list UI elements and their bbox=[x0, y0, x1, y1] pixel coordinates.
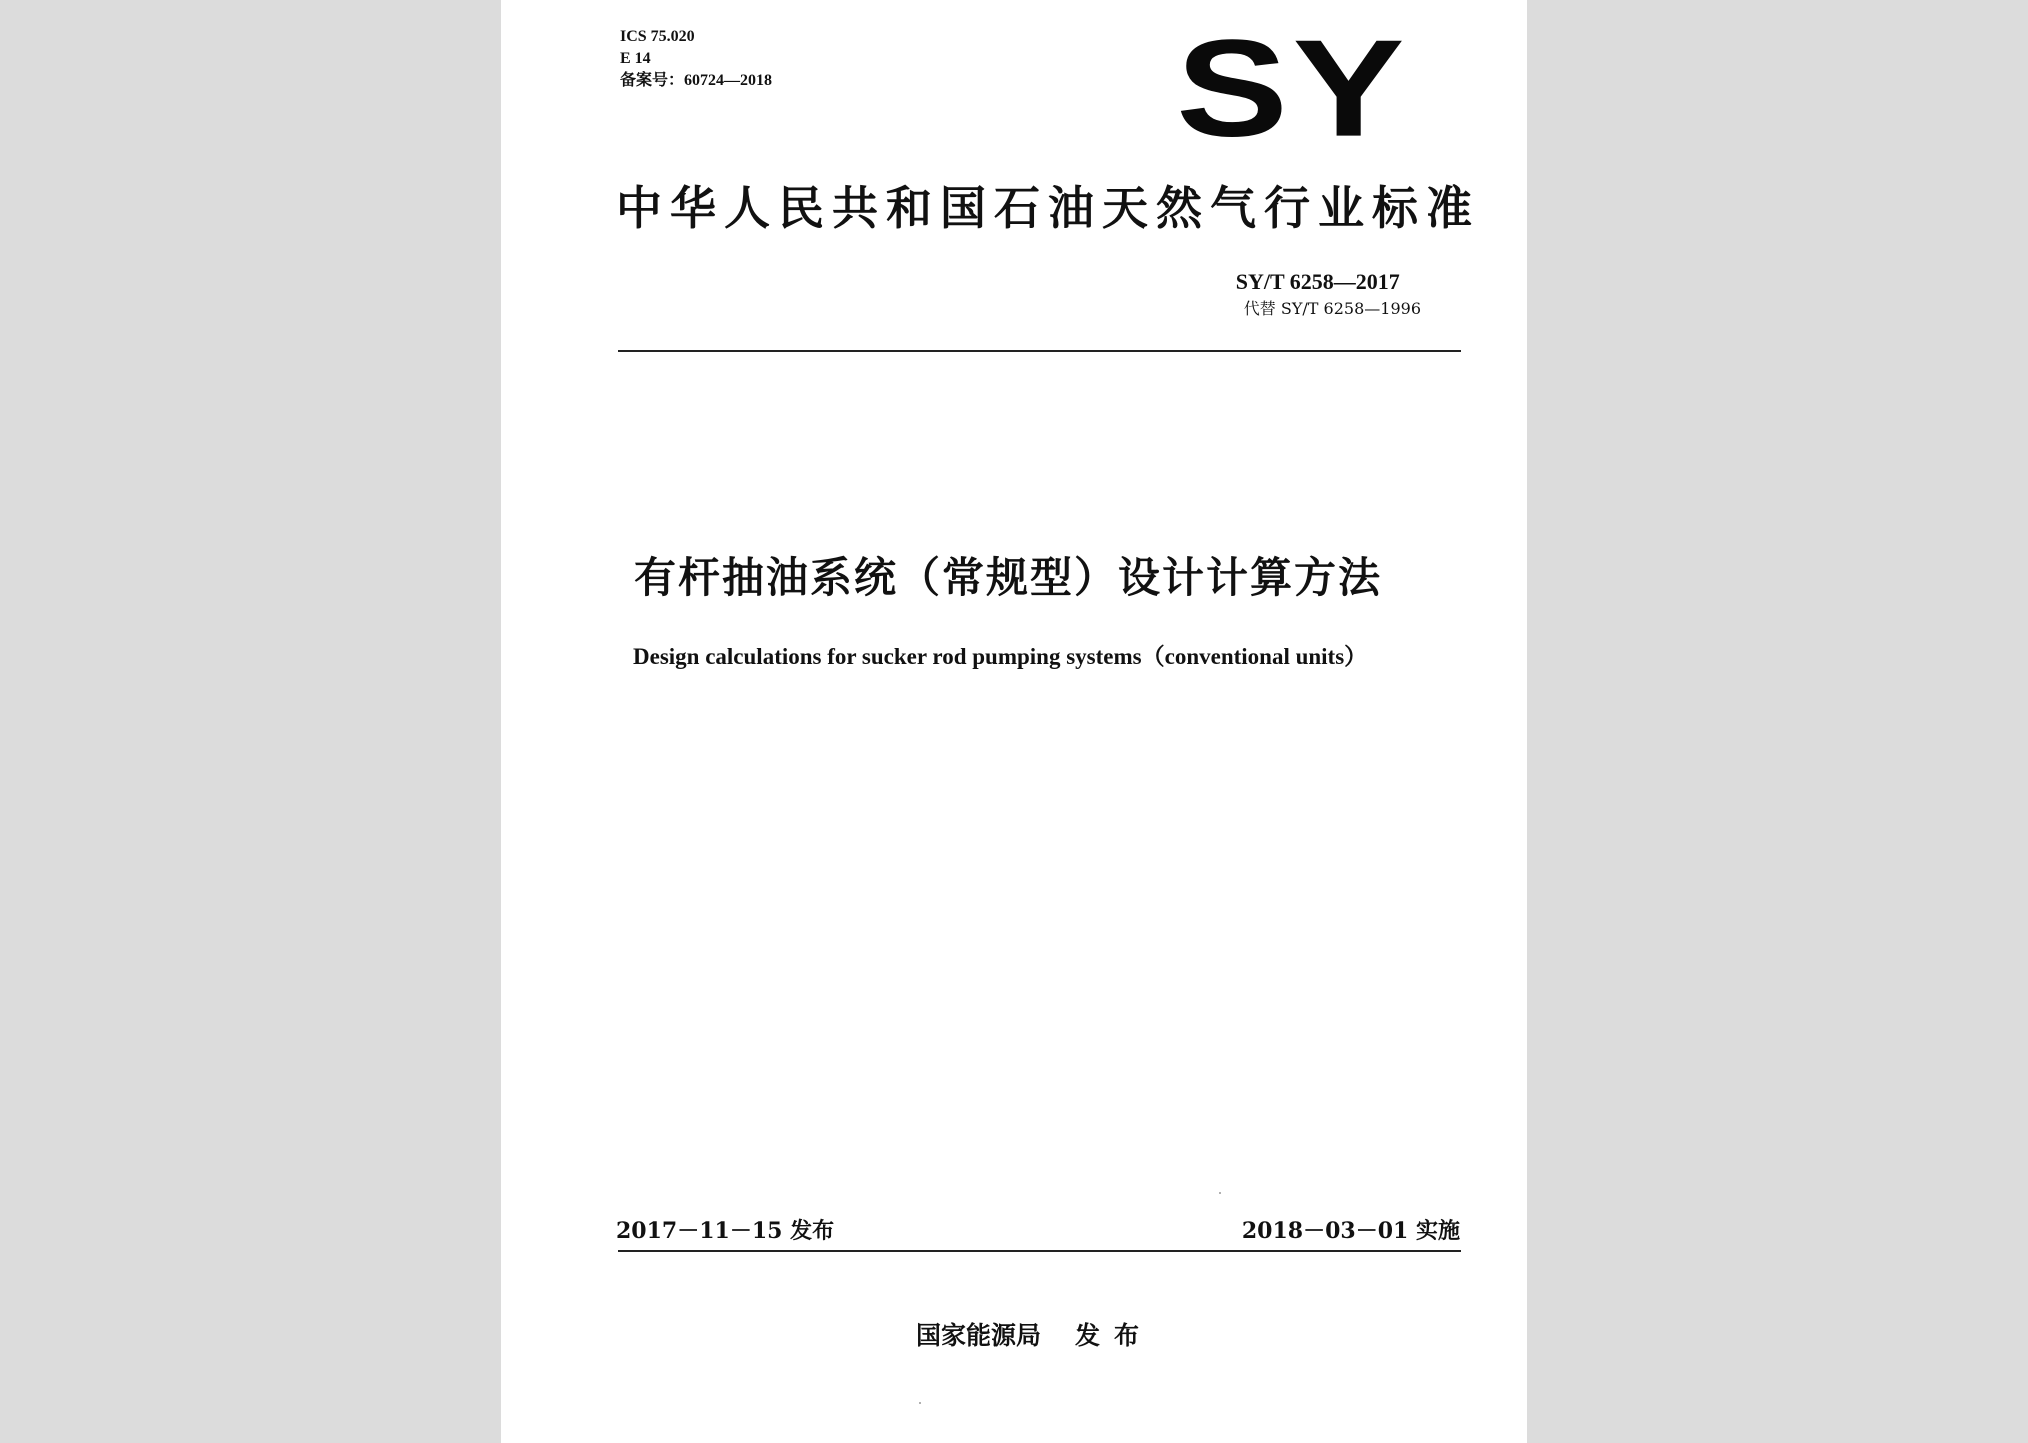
ics-code: ICS 75.020 bbox=[620, 28, 695, 45]
document-page bbox=[501, 0, 1527, 1443]
replaces-standard: 代替 SY/T 6258—1996 bbox=[1243, 299, 1421, 318]
scan-speck bbox=[1219, 1192, 1221, 1194]
document-title-english: Design calculations for sucker rod pumping systems（conventional units） bbox=[633, 644, 1368, 669]
sy-logo: SY bbox=[1176, 10, 1410, 166]
implementation-date: 2018－03－01 实施 bbox=[1241, 1218, 1460, 1244]
standard-number: SY/T 6258—2017 bbox=[1235, 269, 1400, 294]
header-divider bbox=[618, 350, 1461, 352]
scan-speck bbox=[919, 1402, 921, 1404]
publisher-line bbox=[916, 1316, 1153, 1352]
document-title-chinese: 有杆抽油系统（常规型）设计计算方法 bbox=[634, 553, 1383, 602]
issue-date: 2017－11－15 发布 bbox=[616, 1218, 835, 1244]
classification-block bbox=[620, 26, 772, 92]
publisher-action: 发布 bbox=[1075, 1321, 1154, 1350]
footer-divider bbox=[618, 1250, 1461, 1252]
industry-standard-heading: 中华人民共和国石油天然气行业标准 bbox=[616, 181, 1480, 235]
ccs-code: E 14 bbox=[620, 50, 651, 67]
standard-number-block bbox=[1236, 268, 1421, 322]
publisher-org: 国家能源局 bbox=[916, 1321, 1042, 1350]
record-number: 备案号：60724—2018 bbox=[620, 72, 773, 89]
